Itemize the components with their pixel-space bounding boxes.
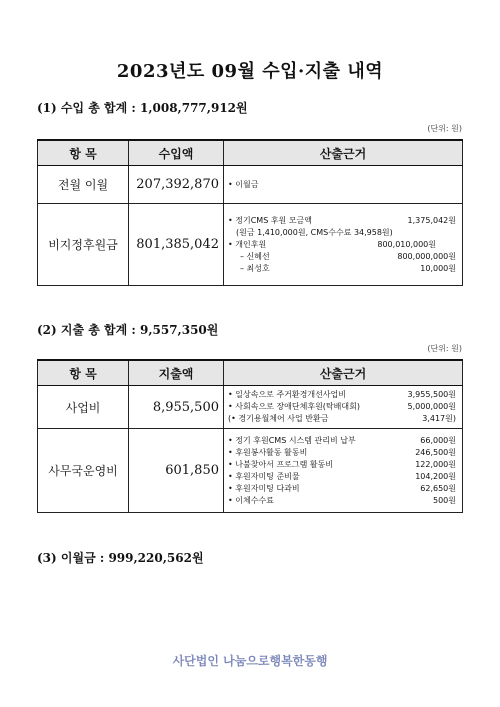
table-row bbox=[38, 429, 463, 513]
expense-row-amount: 8,955,500 bbox=[129, 386, 224, 429]
income-row-basis bbox=[224, 204, 463, 286]
organization-name: 사단법인 나눔으로행복한동행 bbox=[172, 654, 328, 668]
income-table bbox=[37, 139, 463, 286]
basis-value: 66,000원 bbox=[420, 435, 456, 445]
basis-value: 246,500원 bbox=[415, 447, 456, 457]
basis-line: • 후원자미팅 다과비 bbox=[228, 483, 300, 493]
basis-value: 10,000원 bbox=[420, 263, 456, 273]
basis-line: • 일상속으로 주거환경개선사업비 bbox=[228, 390, 346, 399]
income-header-basis: 산출근거 bbox=[224, 140, 463, 166]
basis-value: 5,000,000원 bbox=[407, 402, 456, 411]
income-header-amount: 수입액 bbox=[129, 140, 224, 166]
basis-line: • 나불찾아서 프로그램 활동비 bbox=[228, 459, 334, 469]
expense-row-basis bbox=[224, 429, 463, 513]
expense-header-amount: 지출액 bbox=[129, 360, 224, 386]
basis-line: – 최성호 bbox=[240, 263, 270, 273]
basis-line: • 개인후원 bbox=[228, 239, 267, 249]
expense-header-item: 항 목 bbox=[38, 360, 129, 386]
table-row bbox=[38, 386, 463, 429]
basis-value: 3,955,500원 bbox=[407, 390, 456, 399]
basis-line: • 정기CMS 후원 모금액 bbox=[228, 215, 313, 225]
expense-total-heading: (2) 지출 총 합계 : 9,557,350원 bbox=[37, 323, 219, 337]
basis-value: 800,010,000원 bbox=[377, 239, 436, 249]
basis-value: 3,417원) bbox=[422, 414, 456, 423]
income-row-basis bbox=[224, 166, 463, 204]
page-title: 2023년도 09월 수입·지출 내역 bbox=[116, 61, 384, 82]
expense-row-item: 사업비 bbox=[38, 386, 129, 429]
basis-line: • 이체수수료 bbox=[228, 495, 274, 505]
table-row bbox=[38, 166, 463, 204]
basis-line: • 사회속으로 장애단체후원(탁배대회) bbox=[228, 402, 360, 411]
basis-line: • 이월금 bbox=[228, 179, 259, 189]
basis-line: • 후원봉사활동 활동비 bbox=[228, 447, 308, 457]
expense-table bbox=[37, 359, 463, 513]
basis-line: • 후원자미팅 준비물 bbox=[228, 471, 300, 481]
basis-value: 122,000원 bbox=[415, 459, 456, 469]
basis-line: (• 경기용월체어 사업 반환금 bbox=[228, 414, 329, 423]
income-row-item: 전월 이월 bbox=[38, 166, 129, 204]
expense-header-basis: 산출근거 bbox=[224, 360, 463, 386]
basis-value: 1,375,042원 bbox=[407, 215, 456, 225]
income-header-row bbox=[38, 140, 463, 166]
income-row-item: 비지정후원금 bbox=[38, 204, 129, 286]
income-total-heading: (1) 수입 총 합계 : 1,008,777,912원 bbox=[37, 101, 248, 115]
expense-row-basis bbox=[224, 386, 463, 429]
basis-line: (원금 1,410,000원, CMS수수료 34,958원) bbox=[236, 227, 393, 237]
income-header-item: 항 목 bbox=[38, 140, 129, 166]
carryover-heading: (3) 이월금 : 999,220,562원 bbox=[37, 551, 204, 565]
table-row bbox=[38, 204, 463, 286]
income-row-amount: 801,385,042 bbox=[129, 204, 224, 286]
basis-value: 62,650원 bbox=[420, 483, 456, 493]
basis-line: • 정기 후원CMS 시스템 관리비 납부 bbox=[228, 435, 356, 445]
basis-value: 800,000,000원 bbox=[397, 251, 456, 261]
income-row-amount: 207,392,870 bbox=[129, 166, 224, 204]
income-unit-note: (단위: 원) bbox=[427, 124, 462, 133]
expense-unit-note: (단위: 원) bbox=[427, 344, 462, 353]
expense-row-item: 사무국운영비 bbox=[38, 429, 129, 513]
basis-value: 104,200원 bbox=[415, 471, 456, 481]
basis-value: 500원 bbox=[433, 495, 456, 505]
basis-line: – 신혜선 bbox=[240, 251, 270, 261]
expense-header-row bbox=[38, 360, 463, 386]
expense-row-amount: 601,850 bbox=[129, 429, 224, 513]
